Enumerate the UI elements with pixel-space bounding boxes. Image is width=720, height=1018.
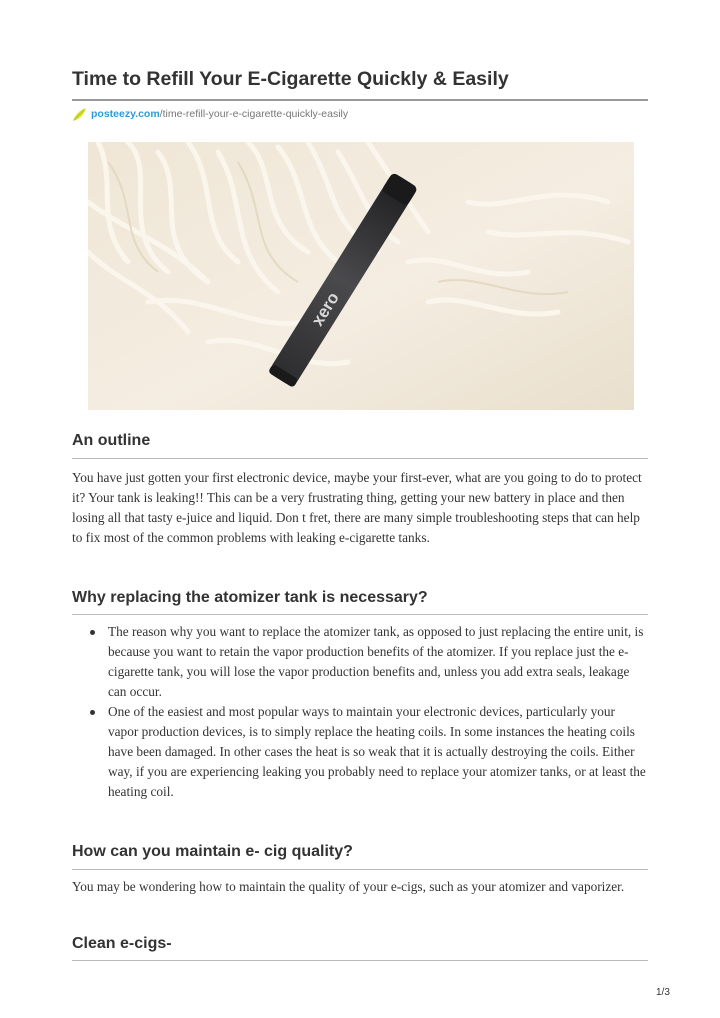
- maintain-paragraph: You may be wondering how to maintain the quality of your e-cigs, such as your atomizer and vaporizer.: [72, 879, 625, 894]
- heading-clean-ecigs: Clean e-cigs-: [72, 935, 172, 952]
- leaf-logo-icon: [72, 107, 87, 122]
- list-item-text: One of the easiest and most popular ways to maintain your electronic devices, particularly your vapor production devices, is to simply replace the heating coils. In some instances the heating coils have been damaged. In other cases the heat is so weak that it is actually destroying the coils. Either way, if you are experiencing leaking you probably need to replace your atomizer tanks, or at least the heating coil.: [108, 704, 646, 799]
- hero-image: [88, 142, 634, 410]
- pen-brand-label: xero: [307, 288, 343, 330]
- heading-maintain-quality: How can you maintain e- cig quality?: [72, 843, 353, 860]
- page-number: 1/3: [656, 987, 670, 998]
- section-divider: [72, 614, 648, 615]
- bullet-icon: [90, 710, 95, 715]
- heading-why-replace: Why replacing the atomizer tank is necessary?: [72, 589, 428, 606]
- list-item: [72, 702, 648, 802]
- section-divider: [72, 458, 648, 459]
- page-title: Time to Refill Your E-Cigarette Quickly & Easily: [72, 68, 509, 90]
- title-divider: [72, 99, 648, 101]
- source-path[interactable]: /time-refill-your-e-cigarette-quickly-easily: [159, 108, 349, 120]
- source-domain[interactable]: posteezy.com: [91, 108, 160, 120]
- source-link[interactable]: [72, 105, 348, 123]
- list-item-text: The reason why you want to replace the atomizer tank, as opposed to just replacing the entire unit, is because you want to retain the vapor production benefits of the atomizer. If you replace just the e-cigarette tank, you will lose the vapor production benefits and, unless you add extra seals, leakage can occur.: [108, 624, 644, 699]
- why-replace-list: [72, 622, 648, 802]
- section-divider: [72, 960, 648, 961]
- bullet-icon: [90, 630, 95, 635]
- section-divider: [72, 869, 648, 870]
- heading-outline: An outline: [72, 432, 151, 449]
- outline-paragraph: You have just gotten your first electronic device, maybe your first-ever, what are you going to do to protect it? Your tank is leaking!! This can be a very frustrating thing, getting your new battery in place and then losing all that tasty e-juice and liquid. Don t fret, there are many simple troubleshooting steps that can help to fix most of the common problems with leaking e-cigarette tanks.: [72, 470, 642, 545]
- list-item: [72, 622, 648, 702]
